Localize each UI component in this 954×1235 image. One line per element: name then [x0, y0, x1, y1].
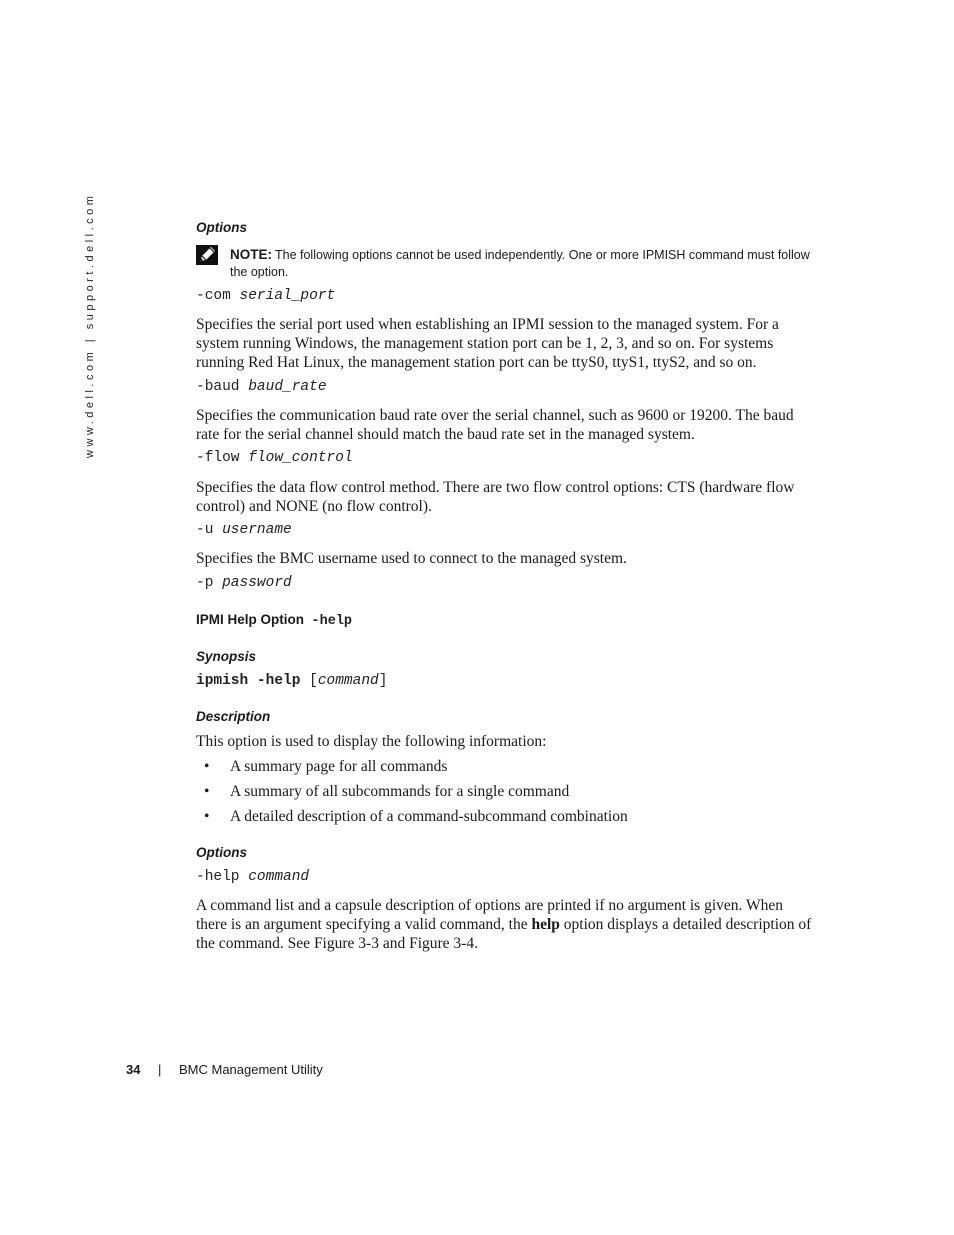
option-flag: -baud — [196, 379, 240, 395]
option-code-baud — [196, 379, 327, 395]
note-body: The following options cannot be used independently. One or more IPMISH command must follow the option. — [230, 248, 810, 279]
option-flag: -com — [196, 288, 231, 304]
description-intro: This option is used to display the following information: — [196, 733, 547, 750]
list-item-text: A summary page for all commands — [230, 758, 448, 775]
footer-title: BMC Management Utility — [179, 1062, 323, 1077]
option-description-flow: Specifies the data flow control method. There are two flow control options: CTS (hardware flow control) and NONE (no flow control). — [196, 479, 795, 515]
option-arg: flow_control — [248, 450, 353, 466]
list-item: • A summary page for all commands — [204, 758, 448, 775]
note-label: NOTE: — [230, 247, 272, 262]
pencil-note-icon — [196, 245, 218, 265]
footer-separator: | — [158, 1062, 162, 1077]
description-heading: Description — [196, 709, 271, 724]
option-flag: -flow — [196, 450, 240, 466]
list-item-text: A summary of all subcommands for a single command — [230, 783, 570, 800]
option-description-baud: Specifies the communication baud rate over the serial channel, such as 9600 or 19200. The baud rate for the serial channel should match the baud rate set in the managed system. — [196, 407, 794, 443]
option-arg: baud_rate — [248, 379, 327, 395]
list-item: • A detailed description of a command-subcommand combination — [204, 808, 628, 825]
synopsis-bracket-open: [ — [309, 673, 318, 689]
bullet-list — [204, 757, 804, 832]
synopsis-arg: command — [317, 673, 379, 689]
side-url: www.dell.com | support.dell.com — [84, 192, 96, 458]
option-arg: command — [248, 869, 310, 885]
section-title-code: -help — [311, 614, 353, 629]
option-arg: password — [222, 575, 292, 591]
page-footer — [126, 1062, 323, 1077]
synopsis-heading: Synopsis — [196, 649, 257, 664]
option-arg: serial_port — [239, 288, 336, 304]
option-flag: -help — [196, 869, 240, 885]
option-description-com: Specifies the serial port used when establishing an IPMI session to the managed system. For a system running Windows, the management station port can be 1, 2, 3, and so on. For systems running Red Hat Linux, the management station port can be ttyS0, ttyS1, ttyS2, and so on. — [196, 316, 779, 371]
note-text — [230, 246, 816, 281]
option-arg: username — [222, 522, 292, 538]
synopsis-command — [196, 673, 387, 689]
help-description — [196, 896, 816, 953]
option-code-help — [196, 869, 309, 885]
help-description-part-2: option displays a detailed description of the command. See Figure 3-3 and Figure 3-4. — [196, 916, 812, 952]
page-number: 34 — [126, 1062, 141, 1077]
option-code-p — [196, 575, 292, 591]
synopsis-cmd: ipmish -help — [196, 673, 301, 689]
option-flag: -u — [196, 522, 214, 538]
options-heading-2: Options — [196, 845, 247, 860]
list-item: • A summary of all subcommands for a single command — [204, 783, 570, 800]
option-description-u: Specifies the BMC username used to connect to the managed system. — [196, 550, 627, 567]
help-description-part-1: A command list and a capsule description of options are printed if no argument is given. When there is an argument specifying a valid command, the — [196, 897, 784, 933]
help-keyword: help — [531, 916, 560, 933]
synopsis-bracket-close: ] — [378, 673, 388, 689]
option-flag: -p — [196, 575, 214, 591]
options-heading: Options — [196, 220, 247, 235]
section-title-text: IPMI Help Option — [196, 612, 304, 627]
option-code-u — [196, 522, 292, 538]
option-code-flow — [196, 450, 353, 466]
section-title — [196, 612, 352, 629]
list-item-text: A detailed description of a command-subcommand combination — [230, 808, 628, 825]
option-code-com — [196, 288, 335, 304]
